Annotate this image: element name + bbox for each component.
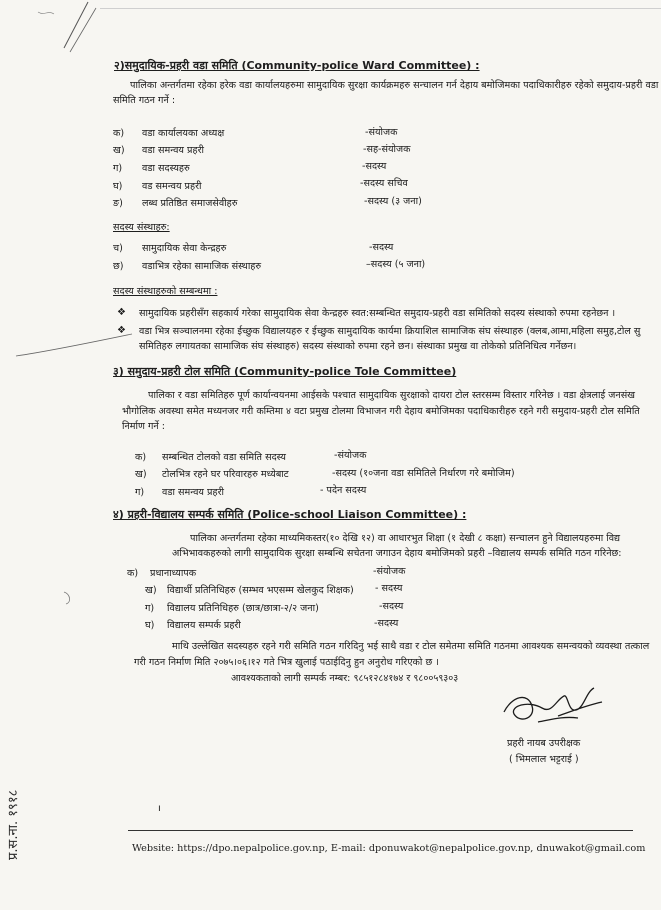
section3-intro-line2: भौगोलिक अवस्था समेत मध्यनजर गरी कम्तिमा ४ वटा प्रमुख टोलमा विभाजन गरी देहाय बमोजिमका पदाधिकारीहरु रहने गरी समुदाय-प्रहरी टोल समिति [122, 406, 640, 417]
org-role: -सदस्य [369, 242, 394, 253]
org-marker: छ) [113, 261, 124, 272]
contact-line: आवश्यकताको लागी सम्पर्क नम्बर: ९८५१२८४१७४ र ९८००५९३०३ [231, 673, 459, 684]
ward-member-name: वडा समन्वय प्रहरी [142, 145, 205, 156]
ward-member-name: लब्ध प्रतिष्ठित समाजसेवीहरु [142, 198, 238, 209]
school-member-marker: क) [127, 568, 139, 579]
section3-heading: ३) समुदाय-प्रहरी टोल समिति (Community-police Tole Committee) [113, 365, 457, 378]
school-member-marker: ग) [145, 603, 155, 614]
page-edge-line [100, 8, 661, 9]
section2-intro-line2: समिति गठन गर्ने : [113, 95, 176, 106]
stray-mark [60, 588, 80, 608]
section2-intro-line1: पालिका अन्तर्गतमा रहेका हरेक वडा कार्यालयहरुमा सामुदायिक सुरक्षा कार्यक्रमहरु सन्चालन गर्न देहाय बमोजिमका पदाधिकारीहरु रहेको समुदाय-प्रहरी वडा [130, 80, 659, 91]
section4-intro-line1: पालिका अन्तर्गतमा रहेका माध्यमिकस्तर(१० देखि १२) वा आधारभुत शिक्षा (१ देखी ८ कक्षा) सन्चालन हुने विद्यालयहरुमा विद्य [190, 533, 621, 544]
orgs-relation-heading: सदस्य संस्थाहरुको सम्बन्धमा : [113, 286, 218, 297]
ward-member-marker: क) [113, 128, 125, 139]
org-name: सामुदायिक सेवा केन्द्रहरु [142, 243, 227, 254]
section2-heading: २)समुदायिक-प्रहरी वडा समिति (Community-police Ward Committee) : [114, 59, 480, 72]
orgs-bullet-2-line2: समितिहरु लगायतका सामाजिक संघ संस्थाहरु) सदस्य संस्थाको रुपमा रहने छन। संस्थाका प्रमुख वा तोकेको प्रतिनिधित्व गर्नेछन। [139, 341, 577, 352]
ward-member-role: -सह-संयोजक [363, 144, 411, 155]
school-member-name: प्रधानाध्यापक [150, 568, 197, 579]
tole-member-name: वडा समन्वय प्रहरी [162, 487, 225, 498]
footer-website-email: Website: https://dpo.nepalpolice.gov.np, E-mail: dponuwakot@nepalpolice.gov.np, dnuwakot@gmail.com [132, 843, 646, 854]
school-member-name: विद्यालय प्रतिनिधिहरु (छात्र/छात्रा-२/२ जना) [167, 603, 319, 614]
handwritten-margin-note: प्र.स.ना. १९१८ [6, 789, 21, 860]
org-name: वडाभित्र रहेका सामाजिक संस्थाहरु [142, 261, 262, 272]
member-orgs-heading: सदस्य संस्थाहरु: [113, 222, 170, 233]
school-member-role: -सदस्य [374, 618, 399, 629]
ward-member-marker: ङ) [113, 198, 123, 209]
ward-member-role: -सदस्य (३ जना) [364, 196, 422, 207]
school-member-role: -सदस्य [379, 601, 404, 612]
closing-line-1: माथि उल्लेखित सदस्यहरु रहने गरी समिति गठन गरिदिनु भई साथै वडा र टोल समेतमा समिति गठनमा आवश्यक समन्वयको व्यवस्था तत्काल [172, 641, 650, 652]
diamond-bullet-icon: ❖ [117, 307, 126, 318]
tole-member-role: -संयोजक [334, 450, 367, 461]
tole-member-marker: ग) [135, 487, 145, 498]
school-member-role: - सदस्य [375, 583, 403, 594]
section3-intro-line3: निर्माण गर्ने : [122, 421, 166, 432]
orgs-bullet-2-line1: वडा भित्र सञ्चालनमा रहेका ईच्छुक विद्यालयहरु र ईच्छुक सामुदायिक कार्यमा क्रियाशिल सामाजिक संघ संस्थाहरु (क्लब,आमा,महिला समुह,टोल सु [139, 326, 641, 337]
section4-heading: ४) प्रहरी-विद्यालय सम्पर्क समिति (Police-school Liaison Committee) : [113, 508, 467, 521]
school-member-name: विद्यार्थी प्रतिनिधिहरु (सम्भव भएसम्म खेलकुद शिक्षक) [167, 585, 354, 596]
tole-member-marker: ख) [135, 469, 147, 480]
tole-member-name: सम्बन्धित टोलको वडा समिति सदस्य [162, 452, 286, 463]
ward-member-marker: ग) [113, 163, 123, 174]
org-role: –सदस्य (५ जना) [366, 259, 426, 270]
tole-member-name: टोलभित्र रहने घर परिवारहरु मध्येबाट [162, 469, 289, 480]
ward-member-name: वडा कार्यालयका अध्यक्ष [142, 128, 225, 139]
diamond-bullet-icon: ❖ [117, 325, 126, 336]
ward-member-marker: ख) [113, 145, 125, 156]
signatory-name: ( भिमलाल भट्टराई ) [509, 754, 579, 765]
stray-dot: ı [158, 803, 161, 814]
section3-intro-line1: पालिका र वडा समितिहरु पूर्ण कार्यान्वयनमा आईसके पश्चात सामुदायिक सुरक्षाको दायरा टोल स्तरसम्म विस्तार गरिनेछ । वडा क्षेत्रलाई जनसंख [148, 390, 636, 401]
pen-stroke-marks [14, 330, 134, 360]
ward-member-name: वड समन्वय प्रहरी [142, 181, 202, 192]
school-member-marker: घ) [145, 620, 155, 631]
school-member-role: -संयोजक [373, 566, 406, 577]
tole-member-role: -सदस्य (१०जना वडा समितिले निर्धारण गरे बमोजिम) [332, 468, 515, 479]
handwritten-signature [498, 682, 608, 737]
ward-member-name: वडा सदस्यहरु [142, 163, 190, 174]
tole-member-role: - पदेन सदस्य [320, 485, 367, 496]
ward-member-role: -सदस्य सचिव [360, 178, 408, 189]
section4-intro-line2: अभिभावकहरुको लागी सामुदायिक सुरक्षा सम्बन्धि सचेतना जगाउन देहाय बमोजिमको प्रहरी –विद्यालय सम्पर्क समिति गठन गरिनेछ: [172, 548, 622, 559]
footer-divider [128, 830, 633, 831]
org-marker: च) [113, 243, 123, 254]
pen-stroke-marks [30, 0, 100, 60]
tole-member-marker: क) [135, 452, 147, 463]
orgs-bullet-1: सामुदायिक प्रहरीसँग सहकार्य गरेका सामुदायिक सेवा केन्द्रहरु स्वत:सम्बन्धित समुदाय-प्रहरी वडा समितिको सदस्य संस्थाको रुपमा रहनेछन । [139, 308, 616, 319]
ward-member-role: -संयोजक [365, 127, 398, 138]
school-member-name: विद्यालय सम्पर्क प्रहरी [167, 620, 241, 631]
ward-member-marker: घ) [113, 181, 123, 192]
ward-member-role: -सदस्य [362, 161, 387, 172]
signatory-title: प्रहरी नायब उपरीक्षक [507, 738, 581, 749]
school-member-marker: ख) [145, 585, 157, 596]
closing-line-2: गरी गठन निर्माण मिति २०७५।०६।१२ गते भित्र खुलाई पठाईदिनु हुन अनुरोध गरिएको छ । [134, 657, 439, 668]
